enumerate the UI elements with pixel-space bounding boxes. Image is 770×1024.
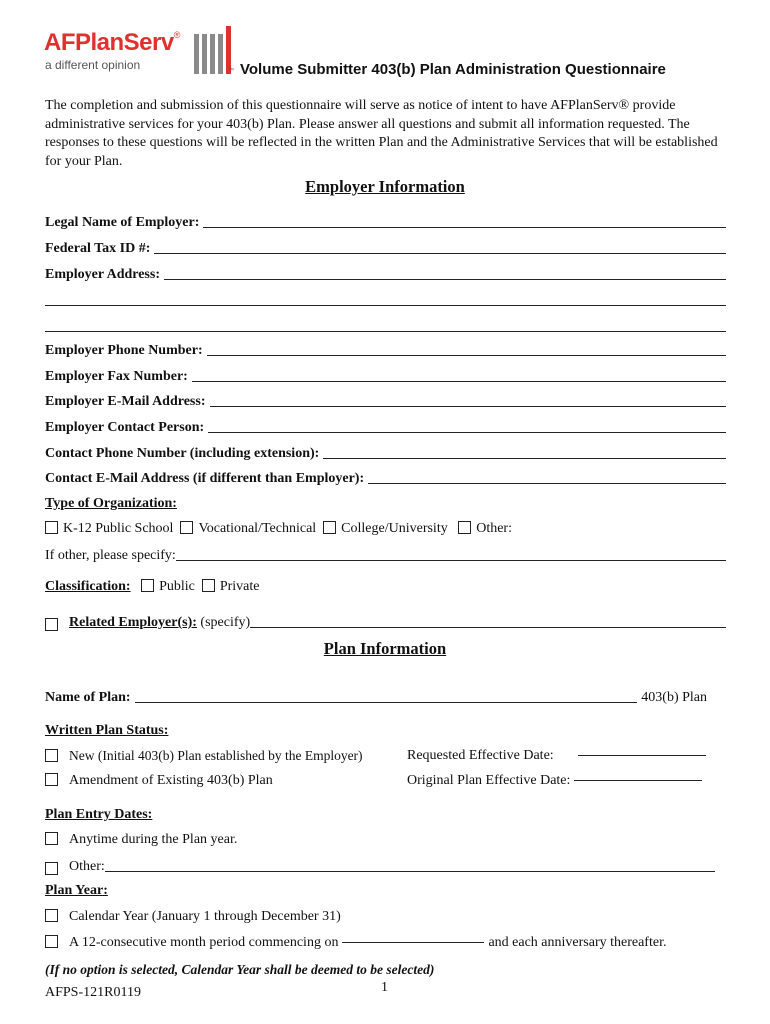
registered-mark: ® [173, 30, 180, 40]
contact-email-field[interactable] [45, 469, 726, 487]
checkbox-public[interactable] [141, 579, 154, 592]
org-type-other[interactable]: Other: [458, 521, 512, 536]
phone-label: Employer Phone Number: [45, 343, 203, 358]
year-calendar-option[interactable]: Calendar Year (January 1 through December 31) [45, 909, 341, 925]
requested-date-field[interactable] [407, 748, 706, 764]
legal-name-field[interactable] [45, 213, 726, 231]
checkbox-vocational[interactable] [180, 521, 193, 534]
requested-date-label: Requested Effective Date: [407, 748, 554, 763]
employer-section-heading: Employer Information [305, 177, 465, 196]
plan-name-label: Name of Plan: [45, 690, 131, 705]
entry-other-label: Other: [69, 859, 105, 874]
related-employer-label: Related Employer(s): [69, 615, 197, 630]
page-number: 1 [381, 980, 388, 995]
contact-phone-label: Contact Phone Number (including extension): [45, 446, 320, 461]
tax-id-label: Federal Tax ID #: [45, 241, 151, 256]
checkbox-k12[interactable] [45, 521, 58, 534]
related-employer-field[interactable] [45, 613, 726, 631]
email-line[interactable] [210, 406, 727, 407]
org-type-options [45, 521, 512, 537]
classification-public[interactable]: Public [141, 579, 195, 594]
address-label: Employer Address: [45, 267, 160, 282]
form-code: AFPS-121R0119 [45, 985, 141, 1000]
legal-name-label: Legal Name of Employer: [45, 215, 200, 230]
contact-person-field[interactable] [45, 418, 726, 436]
original-date-label: Original Plan Effective Date: [407, 773, 571, 788]
brand-bars-icon [193, 26, 233, 74]
related-employer-line[interactable] [250, 627, 726, 628]
other-specify-field[interactable] [45, 546, 726, 564]
fax-label: Employer Fax Number: [45, 369, 188, 384]
contact-email-line[interactable] [368, 483, 726, 484]
classification-heading: Classification: [45, 579, 131, 594]
plan-name-field[interactable] [45, 688, 707, 706]
entry-dates-heading: Plan Entry Dates: [45, 807, 153, 822]
fax-line[interactable] [192, 381, 726, 382]
checkbox-private[interactable] [202, 579, 215, 592]
org-type-heading: Type of Organization: [45, 496, 177, 511]
address-line-3[interactable] [45, 331, 726, 332]
year-period-option[interactable]: A 12-consecutive month period commencing on and each anniversary thereafter. [45, 935, 666, 951]
contact-person-line[interactable] [208, 432, 726, 433]
status-new-option[interactable]: New (Initial 403(b) Plan established by the Employer) [45, 748, 363, 765]
other-specify-line[interactable] [176, 560, 726, 561]
tax-id-field[interactable] [45, 239, 726, 257]
plan-status-heading: Written Plan Status: [45, 723, 169, 738]
contact-email-label: Contact E-Mail Address (if different than Employer): [45, 471, 365, 486]
contact-phone-field[interactable] [45, 444, 726, 462]
tax-id-line[interactable] [154, 253, 726, 254]
checkbox-related-employer[interactable] [45, 618, 58, 631]
entry-other-line[interactable] [105, 871, 715, 872]
trademark-mark: ™ [228, 68, 234, 74]
related-specify-label: (specify) [200, 615, 251, 630]
entry-anytime-option[interactable]: Anytime during the Plan year. [45, 832, 237, 848]
checkbox-status-new[interactable] [45, 749, 58, 762]
default-note: (If no option is selected, Calendar Year shall be deemed to be selected) [45, 962, 435, 977]
plan-section-heading: Plan Information [323, 639, 447, 658]
address-line-2[interactable] [45, 305, 726, 306]
email-label: Employer E-Mail Address: [45, 394, 206, 409]
fax-field[interactable] [45, 367, 726, 385]
brand-tagline: a different opinion [45, 58, 141, 72]
classification-row [45, 579, 260, 595]
entry-other-field[interactable] [45, 857, 715, 875]
legal-name-line[interactable] [203, 227, 726, 228]
year-period-date-line[interactable] [342, 942, 484, 943]
plan-year-heading: Plan Year: [45, 883, 108, 898]
phone-line[interactable] [207, 355, 726, 356]
address-line[interactable] [164, 279, 726, 280]
document-title: Volume Submitter 403(b) Plan Administration Questionnaire [240, 61, 666, 78]
status-amend-option[interactable]: Amendment of Existing 403(b) Plan [45, 773, 273, 789]
brand-logo-text: AFPlanServ® [44, 29, 180, 56]
checkbox-status-amend[interactable] [45, 773, 58, 786]
checkbox-college[interactable] [323, 521, 336, 534]
checkbox-org-other[interactable] [458, 521, 471, 534]
checkbox-entry-anytime[interactable] [45, 832, 58, 845]
classification-private[interactable]: Private [202, 579, 260, 594]
org-type-vocational[interactable]: Vocational/Technical [180, 521, 316, 536]
plan-name-suffix: 403(b) Plan [641, 690, 707, 705]
original-date-field[interactable] [407, 773, 702, 789]
email-field[interactable] [45, 392, 726, 410]
checkbox-entry-other[interactable] [45, 862, 58, 875]
address-field[interactable] [45, 265, 726, 283]
checkbox-year-period[interactable] [45, 935, 58, 948]
phone-field[interactable] [45, 341, 726, 359]
other-specify-label: If other, please specify: [45, 548, 176, 563]
contact-phone-line[interactable] [323, 458, 726, 459]
intro-paragraph: The completion and submission of this questionnaire will serve as notice of intent to have AFPlanServ® provide administrative services for your 403(b) Plan. Please answer all questions and submit all information requested. The responses to these questions will be reflected in the written Plan and the Administrative Services that will be established for your Plan. [45, 98, 718, 169]
checkbox-year-calendar[interactable] [45, 909, 58, 922]
org-type-college[interactable]: College/University [323, 521, 448, 536]
requested-date-line[interactable] [578, 755, 706, 756]
original-date-line[interactable] [574, 780, 702, 781]
contact-person-label: Employer Contact Person: [45, 420, 205, 435]
org-type-k12[interactable]: K-12 Public School [45, 521, 173, 536]
plan-name-line[interactable] [135, 702, 638, 703]
